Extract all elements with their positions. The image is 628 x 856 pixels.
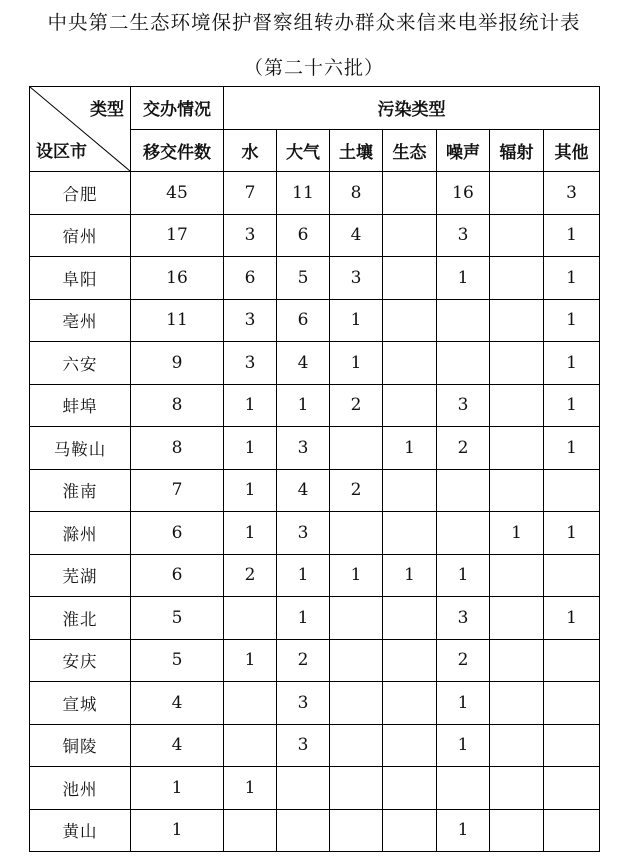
noise-cell bbox=[437, 767, 490, 810]
water-cell: 3 bbox=[224, 342, 277, 385]
water-cell: 1 bbox=[224, 767, 277, 810]
air-cell: 4 bbox=[277, 342, 330, 385]
city-cell: 池州 bbox=[30, 767, 131, 810]
document-subtitle: （第二十六批） bbox=[243, 57, 384, 79]
air-cell bbox=[277, 767, 330, 810]
other-cell: 1 bbox=[544, 597, 600, 640]
table-row bbox=[30, 214, 600, 257]
table-row bbox=[30, 427, 600, 470]
other-cell: 1 bbox=[544, 342, 600, 385]
soil-cell: 2 bbox=[330, 469, 383, 512]
header-soil: 土壤 bbox=[330, 129, 383, 172]
other-cell bbox=[544, 682, 600, 725]
radiation-cell bbox=[490, 469, 544, 512]
header-pollution-group: 污染类型 bbox=[224, 87, 600, 130]
header-count: 移交件数 bbox=[131, 129, 224, 172]
count-cell: 6 bbox=[131, 512, 224, 555]
city-cell: 亳州 bbox=[30, 299, 131, 342]
other-cell: 1 bbox=[544, 427, 600, 470]
soil-cell: 2 bbox=[330, 384, 383, 427]
soil-cell: 1 bbox=[330, 342, 383, 385]
water-cell bbox=[224, 682, 277, 725]
header-ecology: 生态 bbox=[383, 129, 437, 172]
air-cell: 3 bbox=[277, 512, 330, 555]
ecology-cell bbox=[383, 724, 437, 767]
table-row bbox=[30, 554, 600, 597]
header-noise: 噪声 bbox=[437, 129, 490, 172]
count-cell: 1 bbox=[131, 809, 224, 852]
air-cell: 4 bbox=[277, 469, 330, 512]
noise-cell: 1 bbox=[437, 809, 490, 852]
radiation-cell bbox=[490, 639, 544, 682]
table-row bbox=[30, 809, 600, 852]
noise-cell bbox=[437, 299, 490, 342]
header-handover-group: 交办情况 bbox=[131, 87, 224, 130]
water-cell bbox=[224, 809, 277, 852]
water-cell: 7 bbox=[224, 172, 277, 215]
ecology-cell bbox=[383, 384, 437, 427]
corner-type-label: 类型 bbox=[90, 100, 124, 120]
count-cell: 8 bbox=[131, 427, 224, 470]
noise-cell: 16 bbox=[437, 172, 490, 215]
water-cell: 1 bbox=[224, 427, 277, 470]
count-cell: 17 bbox=[131, 214, 224, 257]
ecology-cell bbox=[383, 512, 437, 555]
noise-cell bbox=[437, 342, 490, 385]
city-cell: 宿州 bbox=[30, 214, 131, 257]
air-cell: 6 bbox=[277, 214, 330, 257]
ecology-cell bbox=[383, 299, 437, 342]
radiation-cell: 1 bbox=[490, 512, 544, 555]
soil-cell bbox=[330, 682, 383, 725]
air-cell: 3 bbox=[277, 724, 330, 767]
header-water: 水 bbox=[224, 129, 277, 172]
header-radiation: 辐射 bbox=[490, 129, 544, 172]
count-cell: 7 bbox=[131, 469, 224, 512]
other-cell bbox=[544, 554, 600, 597]
city-cell: 安庆 bbox=[30, 639, 131, 682]
count-cell: 8 bbox=[131, 384, 224, 427]
water-cell: 3 bbox=[224, 214, 277, 257]
water-cell: 1 bbox=[224, 384, 277, 427]
ecology-cell bbox=[383, 682, 437, 725]
ecology-cell bbox=[383, 214, 437, 257]
soil-cell bbox=[330, 427, 383, 470]
water-cell: 2 bbox=[224, 554, 277, 597]
radiation-cell bbox=[490, 384, 544, 427]
header-air: 大气 bbox=[277, 129, 330, 172]
ecology-cell: 1 bbox=[383, 554, 437, 597]
air-cell: 3 bbox=[277, 682, 330, 725]
other-cell bbox=[544, 809, 600, 852]
air-cell: 1 bbox=[277, 554, 330, 597]
noise-cell: 3 bbox=[437, 214, 490, 257]
corner-header-cell bbox=[30, 87, 131, 172]
table-row bbox=[30, 597, 600, 640]
noise-cell: 1 bbox=[437, 554, 490, 597]
other-cell bbox=[544, 724, 600, 767]
city-cell: 滁州 bbox=[30, 512, 131, 555]
noise-cell: 3 bbox=[437, 597, 490, 640]
ecology-cell bbox=[383, 172, 437, 215]
city-cell: 蚌埠 bbox=[30, 384, 131, 427]
radiation-cell bbox=[490, 299, 544, 342]
air-cell: 1 bbox=[277, 597, 330, 640]
soil-cell bbox=[330, 597, 383, 640]
noise-cell: 1 bbox=[437, 682, 490, 725]
radiation-cell bbox=[490, 257, 544, 300]
noise-cell: 2 bbox=[437, 427, 490, 470]
city-cell: 阜阳 bbox=[30, 257, 131, 300]
soil-cell: 4 bbox=[330, 214, 383, 257]
count-cell: 4 bbox=[131, 724, 224, 767]
air-cell bbox=[277, 809, 330, 852]
soil-cell: 8 bbox=[330, 172, 383, 215]
water-cell: 6 bbox=[224, 257, 277, 300]
noise-cell bbox=[437, 512, 490, 555]
radiation-cell bbox=[490, 597, 544, 640]
header-row-1 bbox=[30, 87, 600, 130]
other-cell: 1 bbox=[544, 214, 600, 257]
table-row bbox=[30, 724, 600, 767]
water-cell: 3 bbox=[224, 299, 277, 342]
count-cell: 5 bbox=[131, 597, 224, 640]
statistics-table bbox=[29, 86, 600, 852]
radiation-cell bbox=[490, 767, 544, 810]
water-cell: 1 bbox=[224, 469, 277, 512]
ecology-cell bbox=[383, 469, 437, 512]
city-cell: 马鞍山 bbox=[30, 427, 131, 470]
header-other: 其他 bbox=[544, 129, 600, 172]
other-cell: 3 bbox=[544, 172, 600, 215]
table-row bbox=[30, 469, 600, 512]
noise-cell bbox=[437, 469, 490, 512]
city-cell: 淮北 bbox=[30, 597, 131, 640]
soil-cell bbox=[330, 512, 383, 555]
ecology-cell bbox=[383, 342, 437, 385]
other-cell: 1 bbox=[544, 299, 600, 342]
city-cell: 芜湖 bbox=[30, 554, 131, 597]
table-body bbox=[30, 172, 600, 852]
water-cell bbox=[224, 724, 277, 767]
soil-cell bbox=[330, 724, 383, 767]
ecology-cell bbox=[383, 597, 437, 640]
air-cell: 3 bbox=[277, 427, 330, 470]
table-row bbox=[30, 299, 600, 342]
soil-cell bbox=[330, 639, 383, 682]
other-cell: 1 bbox=[544, 384, 600, 427]
air-cell: 6 bbox=[277, 299, 330, 342]
document-title: 中央第二生态环境保护督察组转办群众来信来电举报统计表 bbox=[47, 11, 581, 34]
count-cell: 9 bbox=[131, 342, 224, 385]
ecology-cell bbox=[383, 257, 437, 300]
city-cell: 黄山 bbox=[30, 809, 131, 852]
city-cell: 宣城 bbox=[30, 682, 131, 725]
table-row bbox=[30, 342, 600, 385]
corner-city-label: 设区市 bbox=[36, 142, 87, 162]
noise-cell: 1 bbox=[437, 724, 490, 767]
radiation-cell bbox=[490, 554, 544, 597]
noise-cell: 3 bbox=[437, 384, 490, 427]
radiation-cell bbox=[490, 427, 544, 470]
city-cell: 合肥 bbox=[30, 172, 131, 215]
count-cell: 45 bbox=[131, 172, 224, 215]
water-cell: 1 bbox=[224, 512, 277, 555]
table-row bbox=[30, 257, 600, 300]
air-cell: 2 bbox=[277, 639, 330, 682]
soil-cell: 3 bbox=[330, 257, 383, 300]
count-cell: 16 bbox=[131, 257, 224, 300]
table-row bbox=[30, 512, 600, 555]
radiation-cell bbox=[490, 214, 544, 257]
noise-cell: 2 bbox=[437, 639, 490, 682]
city-cell: 淮南 bbox=[30, 469, 131, 512]
other-cell: 1 bbox=[544, 512, 600, 555]
radiation-cell bbox=[490, 724, 544, 767]
water-cell bbox=[224, 597, 277, 640]
other-cell bbox=[544, 767, 600, 810]
radiation-cell bbox=[490, 682, 544, 725]
air-cell: 1 bbox=[277, 384, 330, 427]
count-cell: 6 bbox=[131, 554, 224, 597]
radiation-cell bbox=[490, 809, 544, 852]
table-row bbox=[30, 682, 600, 725]
count-cell: 1 bbox=[131, 767, 224, 810]
table-row bbox=[30, 767, 600, 810]
radiation-cell bbox=[490, 342, 544, 385]
other-cell: 1 bbox=[544, 257, 600, 300]
city-cell: 六安 bbox=[30, 342, 131, 385]
noise-cell: 1 bbox=[437, 257, 490, 300]
soil-cell: 1 bbox=[330, 554, 383, 597]
city-cell: 铜陵 bbox=[30, 724, 131, 767]
table-row bbox=[30, 639, 600, 682]
soil-cell bbox=[330, 809, 383, 852]
ecology-cell bbox=[383, 639, 437, 682]
ecology-cell bbox=[383, 809, 437, 852]
soil-cell: 1 bbox=[330, 299, 383, 342]
water-cell: 1 bbox=[224, 639, 277, 682]
count-cell: 4 bbox=[131, 682, 224, 725]
count-cell: 5 bbox=[131, 639, 224, 682]
air-cell: 11 bbox=[277, 172, 330, 215]
table-row bbox=[30, 384, 600, 427]
table-row bbox=[30, 172, 600, 215]
ecology-cell bbox=[383, 767, 437, 810]
air-cell: 5 bbox=[277, 257, 330, 300]
count-cell: 11 bbox=[131, 299, 224, 342]
other-cell bbox=[544, 469, 600, 512]
other-cell bbox=[544, 639, 600, 682]
soil-cell bbox=[330, 767, 383, 810]
ecology-cell: 1 bbox=[383, 427, 437, 470]
radiation-cell bbox=[490, 172, 544, 215]
